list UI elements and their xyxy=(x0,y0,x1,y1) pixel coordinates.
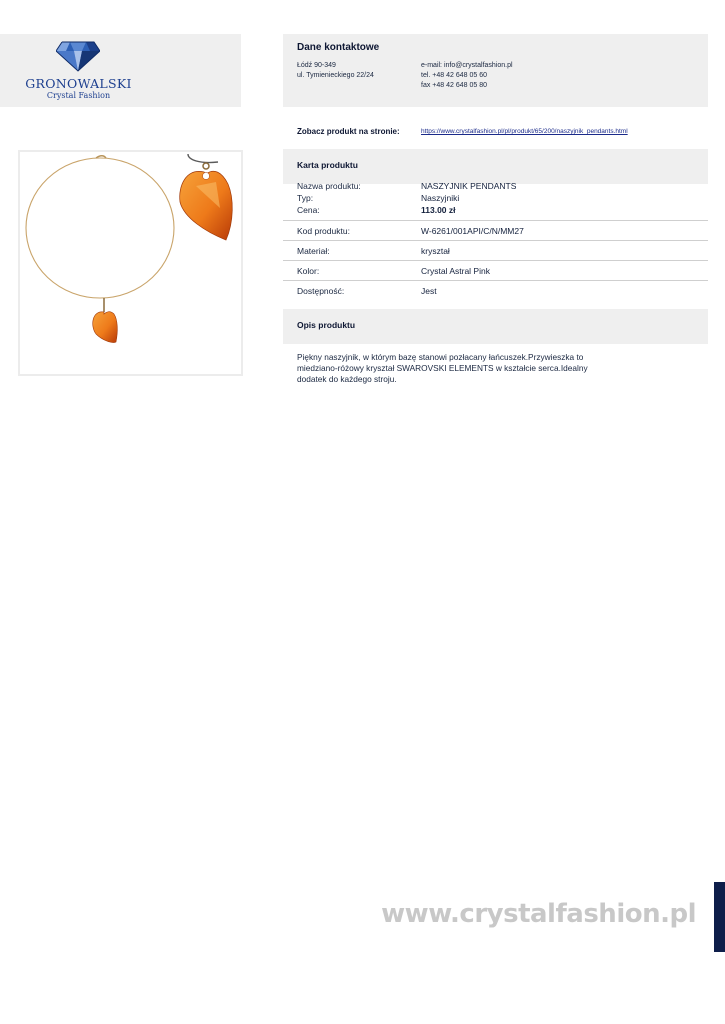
description-title: Opis produktu xyxy=(297,320,356,330)
product-color-value: Crystal Astral Pink xyxy=(421,266,490,276)
brand-subtitle: Crystal Fashion xyxy=(46,91,111,100)
product-image xyxy=(18,150,243,376)
product-material-value: kryształ xyxy=(421,246,450,256)
product-availability-label: Dostępność: xyxy=(297,286,345,296)
description-text: Piękny naszyjnik, w którym bazę stanowi pozłacany łańcuszek.Przywieszka to miedziano-różowy kryształ SWAROVSKI ELEMENTS w kształcie serca.Idealny dodatek do każdego stroju. xyxy=(297,352,588,384)
contact-fax: fax +48 42 648 05 80 xyxy=(421,82,487,89)
contact-email[interactable]: e-mail: info@crystalfashion.pl xyxy=(421,62,513,69)
contact-title: Dane kontaktowe xyxy=(297,42,380,53)
divider xyxy=(283,240,708,241)
description-header xyxy=(283,309,708,344)
contact-box xyxy=(283,34,708,107)
product-name-label: Nazwa produktu: xyxy=(297,181,361,191)
divider xyxy=(283,280,708,281)
divider xyxy=(283,260,708,261)
product-name-value: NASZYJNIK PENDANTS xyxy=(421,181,517,191)
product-code-value: W-6261/001API/C/N/MM27 xyxy=(421,226,524,236)
necklace-heart-pendant-icon xyxy=(20,152,241,374)
see-product-label: Zobacz produkt na stronie: xyxy=(297,127,400,136)
logo-box xyxy=(0,34,241,107)
contact-city: Łódź 90-349 xyxy=(297,62,336,69)
product-card-header xyxy=(283,149,708,184)
accent-bar xyxy=(714,882,725,952)
product-type-value: Naszyjniki xyxy=(421,193,460,203)
footer-url: www.crystalfashion.pl xyxy=(381,899,696,929)
divider xyxy=(283,220,708,221)
contact-phone: tel. +48 42 648 05 60 xyxy=(421,72,487,79)
product-url-link[interactable]: https://www.crystalfashion.pl/pl/produkt/65/200/naszyjnik_pendants.html xyxy=(421,128,628,135)
brand-name: GRONOWALSKI xyxy=(25,76,132,91)
diamond-logo-icon xyxy=(56,40,100,72)
product-availability-value: Jest xyxy=(421,286,437,296)
product-price-label: Cena: xyxy=(297,205,320,215)
product-type-label: Typ: xyxy=(297,193,314,203)
product-code-label: Kod produktu: xyxy=(297,226,350,236)
contact-street: ul. Tymienieckiego 22/24 xyxy=(297,72,374,79)
product-material-label: Materiał: xyxy=(297,246,330,256)
product-card-title: Karta produktu xyxy=(297,160,358,170)
product-color-label: Kolor: xyxy=(297,266,320,276)
product-price-value: 113.00 zł xyxy=(421,205,456,215)
